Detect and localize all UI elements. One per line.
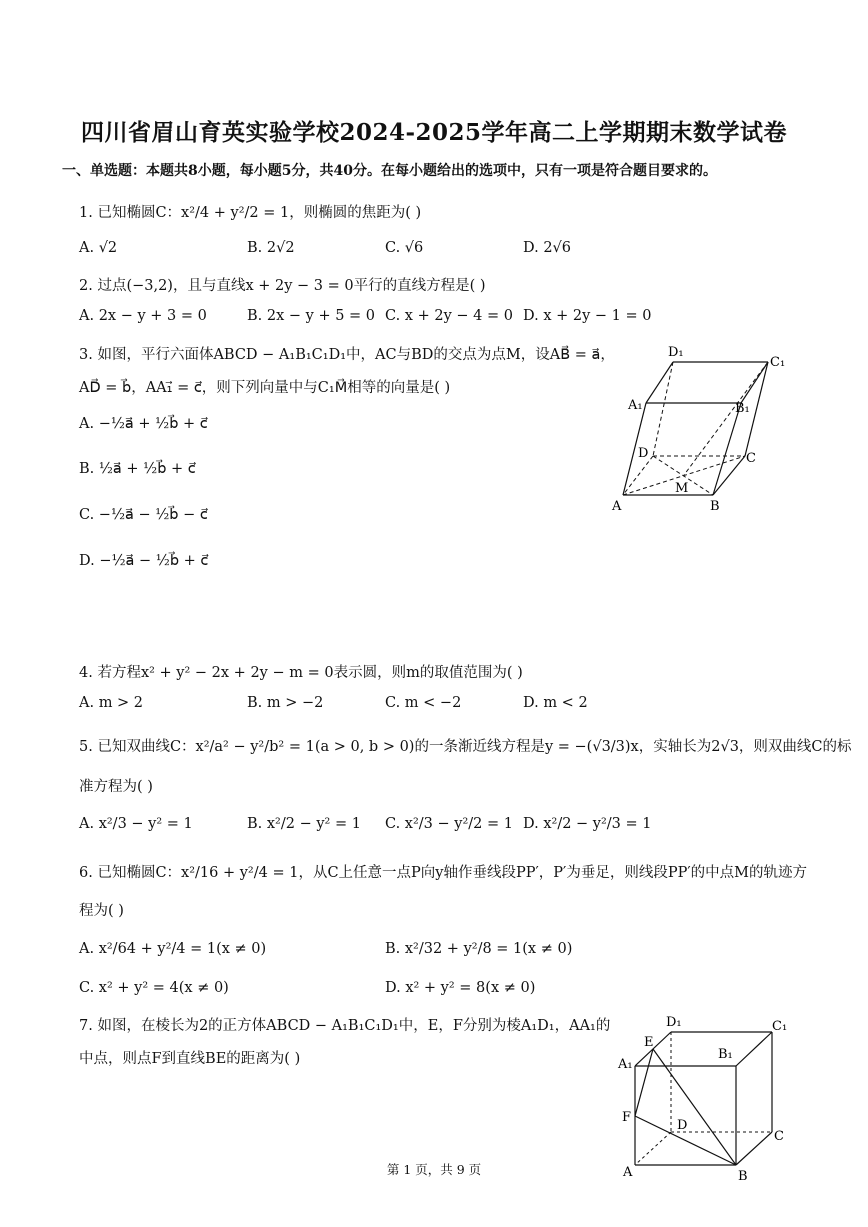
q2-option-c: C. x + 2y − 4 = 0 — [385, 308, 513, 324]
q4-option-b: B. m > −2 — [247, 695, 324, 711]
label-a1: A₁ — [628, 398, 643, 413]
q1-option-d: D. 2√6 — [523, 240, 572, 256]
q2-option-a: A. 2x − y + 3 = 0 — [79, 308, 207, 324]
q3-option-d: D. −½a⃗ − ½b⃗ + c⃗ — [79, 553, 209, 569]
question-6-stem-line-1: 6. 已知椭圆C：x²/16 + y²/4 = 1，从C上任意一点P向y轴作垂线段PP′，P′为垂足，则线段PP′的中点M的轨迹方 — [79, 865, 807, 881]
q2-option-d: D. x + 2y − 1 = 0 — [523, 308, 652, 324]
label-d-cube: D — [677, 1118, 688, 1133]
q1-option-c: C. √6 — [385, 240, 424, 256]
label-b1-cube: B₁ — [718, 1047, 733, 1062]
label-e: E — [644, 1035, 654, 1050]
q5-option-d: D. x²/2 − y²/3 = 1 — [523, 816, 652, 832]
label-c1-cube: C₁ — [772, 1019, 788, 1034]
label-a-cube: A — [623, 1165, 633, 1180]
page-title: 四川省眉山育英实验学校2024-2025学年高二上学期期末数学试卷 — [80, 119, 788, 146]
q6-option-a: A. x²/64 + y²/4 = 1(x ≠ 0) — [79, 941, 267, 957]
q2-option-b: B. 2x − y + 5 = 0 — [247, 308, 376, 324]
label-b: B — [710, 499, 720, 514]
label-b1: B₁ — [735, 401, 750, 416]
question-2-stem: 2. 过点(−3,2)，且与直线x + 2y − 3 = 0平行的直线方程是( ) — [79, 278, 486, 294]
label-d: D — [638, 446, 649, 461]
q5-option-a: A. x²/3 − y² = 1 — [79, 816, 193, 832]
label-f: F — [622, 1110, 632, 1125]
label-c: C — [746, 451, 756, 466]
label-d1: D₁ — [668, 345, 684, 360]
label-a: A — [612, 499, 622, 514]
question-7-stem-line-2: 中点，则点F到直线BE的距离为( ) — [79, 1051, 301, 1067]
section-heading: 一、单选题：本题共8小题，每小题5分，共40分。在每小题给出的选项中，只有一项是符合题目要求的。 — [62, 163, 717, 179]
question-3-stem-line-2: AD⃗ = b⃗，AA₁⃗ = c⃗，则下列向量中与C₁M⃗相等的向量是( ) — [79, 380, 451, 396]
q6-option-c: C. x² + y² = 4(x ≠ 0) — [79, 980, 229, 996]
q4-option-c: C. m < −2 — [385, 695, 462, 711]
label-c1: C₁ — [770, 355, 786, 370]
q4-option-a: A. m > 2 — [79, 695, 144, 711]
label-m: M — [675, 481, 689, 496]
question-3-stem-line-1: 3. 如图，平行六面体ABCD − A₁B₁C₁D₁中，AC与BD的交点为点M，设AB⃗ = a⃗， — [79, 347, 615, 363]
question-5-stem-line-1: 5. 已知双曲线C：x²/a² − y²/b² = 1(a > 0, b > 0)的一条渐近线方程是y = −(√3/3)x，实轴长为2√3，则双曲线C的标 — [79, 739, 852, 755]
question-4-stem: 4. 若方程x² + y² − 2x + 2y − m = 0表示圆，则m的取值范围为( ) — [79, 665, 523, 681]
q3-option-c: C. −½a⃗ − ½b⃗ − c⃗ — [79, 507, 208, 523]
q5-option-c: C. x²/3 − y²/2 = 1 — [385, 816, 513, 832]
q4-option-d: D. m < 2 — [523, 695, 588, 711]
page-footer: 第 1 页，共 9 页 — [386, 1162, 482, 1177]
label-d1-cube: D₁ — [666, 1015, 682, 1030]
q3-option-a: A. −½a⃗ + ½b⃗ + c⃗ — [79, 416, 208, 432]
label-b-cube: B — [738, 1169, 748, 1184]
question-1-stem: 1. 已知椭圆C：x²/4 + y²/2 = 1，则椭圆的焦距为( ) — [79, 205, 422, 221]
q3-option-b: B. ½a⃗ + ½b⃗ + c⃗ — [79, 461, 196, 477]
q6-option-d: D. x² + y² = 8(x ≠ 0) — [385, 980, 536, 996]
question-7-stem-line-1: 7. 如图，在棱长为2的正方体ABCD − A₁B₁C₁D₁中，E，F分别为棱A₁D₁，AA₁的 — [79, 1018, 611, 1034]
q6-option-b: B. x²/32 + y²/8 = 1(x ≠ 0) — [385, 941, 573, 957]
label-a1-cube: A₁ — [618, 1057, 633, 1072]
q1-option-a: A. √2 — [79, 240, 118, 256]
question-5-stem-line-2: 准方程为( ) — [79, 779, 153, 795]
q1-option-b: B. 2√2 — [247, 240, 295, 256]
question-6-stem-line-2: 程为( ) — [79, 903, 124, 919]
q5-option-b: B. x²/2 − y² = 1 — [247, 816, 361, 832]
label-c-cube: C — [774, 1129, 784, 1144]
parallelepiped-figure — [608, 340, 798, 520]
